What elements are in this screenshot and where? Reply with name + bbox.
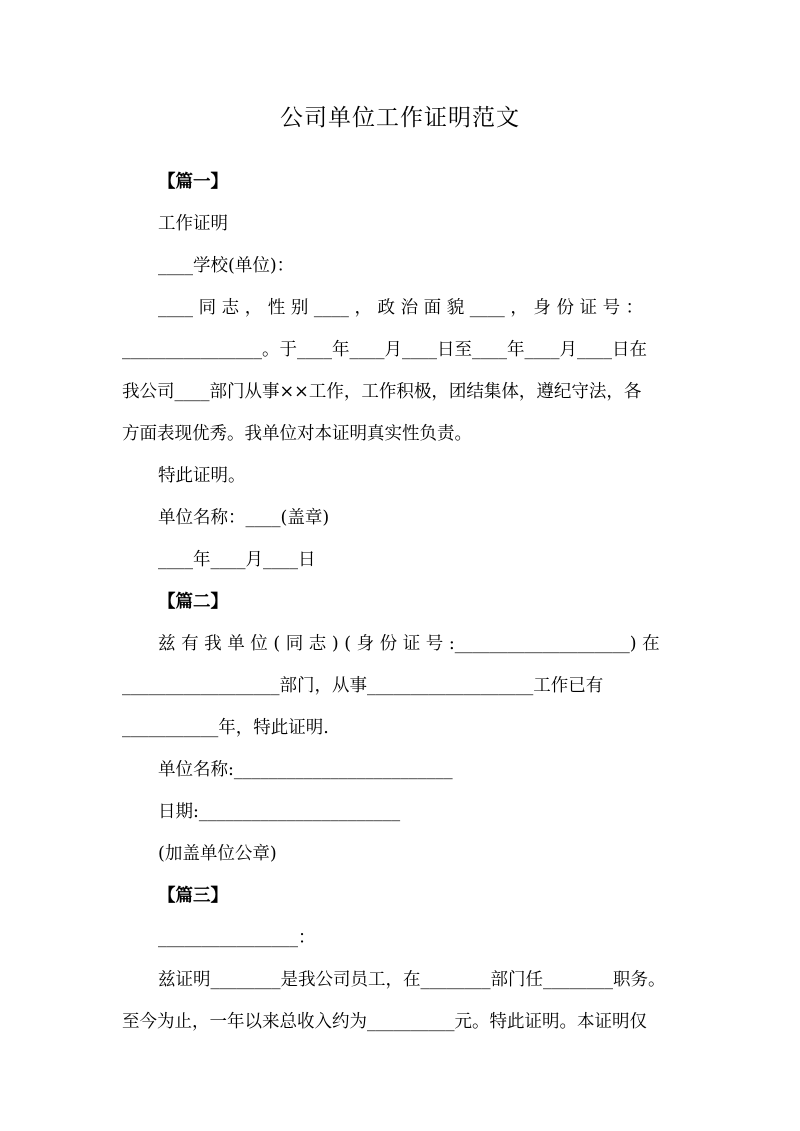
part1-doc-title: 工作证明 <box>158 214 228 234</box>
part3-line-a: 兹证明________是我公司员工，在________部门任________职务。 <box>158 970 666 990</box>
part1-closing: 特此证明。 <box>158 466 246 486</box>
part3-addressee: ________________： <box>158 928 316 948</box>
part2-line-b: __________________部门，从事___________________工作已有 <box>122 676 604 696</box>
part1-line-d: 方面表现优秀。我单位对本证明真实性负责。 <box>122 424 472 444</box>
part1-unit-name: 单位名称：____(盖章) <box>158 508 330 528</box>
part3-heading: 【篇三】 <box>158 886 228 906</box>
part2-heading: 【篇二】 <box>158 592 228 612</box>
part1-line-b: ________________。于____年____月____日至____年____月____日在 <box>122 340 647 360</box>
part2-line-a: 兹 有 我 单 位 ( 同 志 ) ( 身 份 证 号 :____________________) 在 <box>158 634 660 654</box>
part1-heading: 【篇一】 <box>158 172 228 192</box>
part1-addressee: ____学校(单位)： <box>158 256 295 276</box>
part1-date: ____年____月____日 <box>158 550 316 570</box>
part2-stamp-note: (加盖单位公章) <box>158 844 277 864</box>
part1-line-a: ____ 同 志 ， 性 别 ____ ， 政 治 面 貌 ____ ， 身 份 证 号 ： <box>158 298 644 318</box>
part3-line-b: 至今为止，一年以来总收入约为__________元。特此证明。本证明仅 <box>122 1012 647 1032</box>
part2-date: 日期:_______________________ <box>158 802 401 822</box>
document-title: 公司单位工作证明范文 <box>280 105 520 131</box>
part1-line-c: 我公司____部门从事××工作，工作积极，团结集体，遵纪守法，各 <box>122 382 642 402</box>
part2-line-c: ___________年，特此证明. <box>122 718 329 738</box>
part2-unit-name: 单位名称:_________________________ <box>158 760 453 780</box>
